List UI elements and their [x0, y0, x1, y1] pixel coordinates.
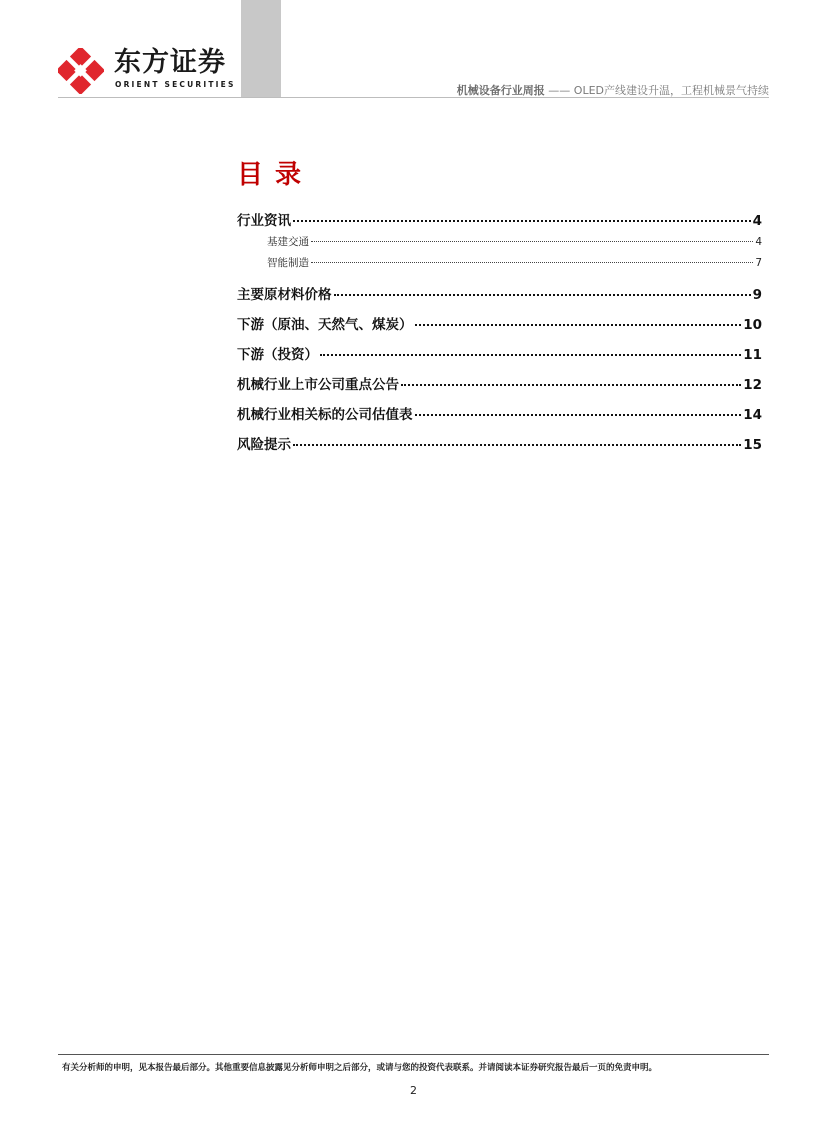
- logo-chinese-name: 东方证券: [114, 47, 226, 78]
- toc-subentry[interactable]: [237, 253, 762, 284]
- toc-entry-page: 4: [752, 213, 762, 229]
- toc-leader-dots: [415, 414, 742, 416]
- page-number: 2: [410, 1084, 417, 1097]
- report-type: 机械设备行业周报: [456, 84, 545, 97]
- toc-entry-page: 14: [743, 407, 762, 423]
- header-separator: ——: [548, 84, 571, 97]
- toc-entry-page: 12: [743, 377, 762, 393]
- report-header: [457, 82, 769, 98]
- toc-entry-label: 智能制造: [267, 257, 309, 269]
- toc-leader-dots: [415, 324, 742, 326]
- toc-entry-label: 机械行业上市公司重点公告: [237, 377, 399, 393]
- logo-icon: [58, 48, 104, 94]
- header-divider: [58, 97, 769, 98]
- toc-entry-label: 基建交通: [267, 236, 309, 248]
- toc-leader-dots: [311, 262, 753, 263]
- toc-entry[interactable]: [237, 374, 762, 404]
- toc-entry-page: 7: [755, 257, 762, 269]
- toc-entry-page: 11: [743, 347, 762, 363]
- toc-entry-label: 风险提示: [237, 437, 291, 453]
- toc-entry-label: 行业资讯: [237, 213, 291, 229]
- report-subtitle: OLED产线建设升温，工程机械景气持续: [573, 84, 769, 97]
- toc-entry[interactable]: [237, 404, 762, 434]
- toc-entry-label: 下游（投资）: [237, 347, 318, 363]
- toc-entry[interactable]: [237, 344, 762, 374]
- toc-entry[interactable]: [237, 284, 762, 314]
- footer-disclaimer: 有关分析师的申明，见本报告最后部分。其他重要信息披露见分析师申明之后部分，或请与您的投资代表联系。并请阅读本证券研究报告最后一页的免责申明。: [62, 1063, 658, 1073]
- logo-english-name: ORIENT SECURITIES: [115, 80, 236, 89]
- toc-entry-page: 15: [743, 437, 762, 453]
- toc-leader-dots: [320, 354, 741, 356]
- toc-subentry[interactable]: [237, 232, 762, 253]
- toc-entry-label: 机械行业相关标的公司估值表: [237, 407, 413, 423]
- toc-leader-dots: [311, 241, 753, 242]
- footer-divider: [58, 1054, 769, 1055]
- toc-entry-page: 4: [755, 236, 762, 248]
- toc-entry[interactable]: [237, 210, 762, 232]
- toc-entry[interactable]: [237, 434, 762, 464]
- toc-leader-dots: [401, 384, 741, 386]
- toc-title: 目录: [237, 160, 314, 190]
- toc-entry-label: 主要原材料价格: [237, 287, 332, 303]
- toc-leader-dots: [334, 294, 751, 296]
- toc-leader-dots: [293, 220, 751, 222]
- table-of-contents: [237, 210, 762, 464]
- toc-leader-dots: [293, 444, 741, 446]
- toc-entry[interactable]: [237, 314, 762, 344]
- toc-entry-page: 10: [743, 317, 762, 333]
- toc-entry-label: 下游（原油、天然气、煤炭）: [237, 317, 413, 333]
- toc-entry-page: 9: [752, 287, 762, 303]
- company-logo: [58, 44, 258, 96]
